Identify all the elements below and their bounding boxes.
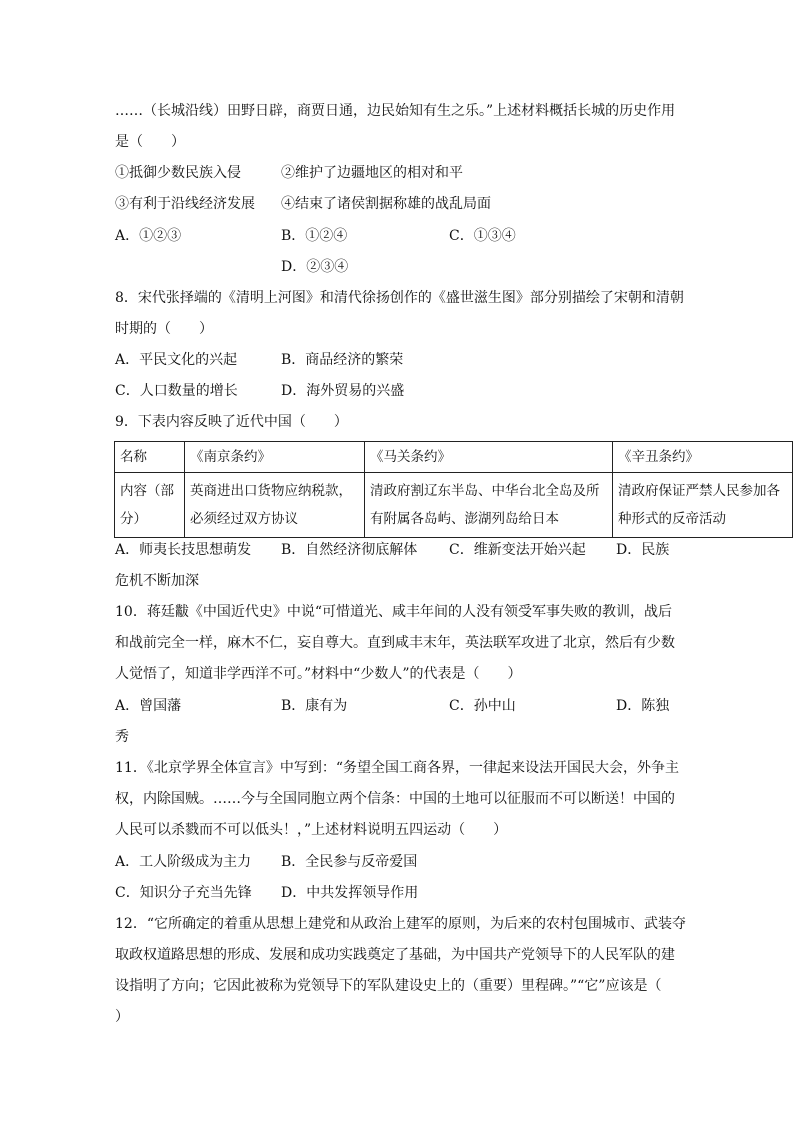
q8-stem-line1: 8．宋代张择端的《清明上河图》和清代徐扬创作的《盛世滋生图》部分别描绘了宋朝和清朝	[115, 290, 684, 306]
q11-option-b[interactable]: B．全民参与反帝爱国	[281, 854, 418, 870]
q7-option-b[interactable]: B．①②④	[281, 228, 348, 244]
q10-option-a[interactable]: A．曾国藩	[115, 698, 182, 714]
q8-option-d[interactable]: D．海外贸易的兴盛	[281, 383, 405, 399]
table-header-cell: 《南京条约》	[185, 442, 365, 473]
q12-stem-line2: 取政权道路思想的形成、发展和成功实践奠定了基础，为中国共产党领导下的人民军队的建	[115, 947, 675, 963]
table-header-cell: 《马关条约》	[365, 442, 613, 473]
q7-item-3: ③有利于沿线经济发展	[115, 196, 255, 212]
table-header-cell: 《辛丑条约》	[613, 442, 793, 473]
q7-item-1: ①抵御少数民族入侵	[115, 165, 241, 181]
q10-option-d-continued: 秀	[115, 729, 129, 745]
q8-option-c[interactable]: C．人口数量的增长	[115, 383, 238, 399]
table-cell-maguan: 清政府割辽东半岛、中华台北全岛及所有附属各岛屿、澎湖列岛给日本	[365, 473, 613, 538]
q11-stem-line2: 权，内除国贼。……今与全国同胞立两个信条：中国的土地可以征服而不可以断送！中国的	[115, 791, 675, 807]
q9-option-c[interactable]: C．维新变法开始兴起	[449, 542, 586, 558]
q10-stem-line3: 人觉悟了，知道非学西洋不可。”材料中“少数人”的代表是（ ）	[115, 666, 522, 682]
q12-stem-line3: 设指明了方向；它因此被称为党领导下的军队建设史上的（重要）里程碑。”“它”应该是（	[115, 978, 662, 994]
q11-stem-line3: 人民可以杀戮而不可以低头！，”上述材料说明五四运动（ ）	[115, 822, 508, 838]
q10-option-c[interactable]: C．孙中山	[449, 698, 516, 714]
q7-item-2: ②维护了边疆地区的相对和平	[281, 165, 463, 181]
table-header-row	[115, 442, 793, 473]
q10-option-b[interactable]: B．康有为	[281, 698, 348, 714]
q11-option-d[interactable]: D．中共发挥领导作用	[281, 885, 419, 901]
q9-option-a[interactable]: A．师夷长技思想萌发	[115, 542, 252, 558]
q10-stem-line1: 10．蒋廷黻《中国近代史》中说“可惜道光、咸丰年间的人没有领受军事失败的教训，战后	[115, 604, 672, 620]
q7-stem-line2: 是（ ）	[115, 134, 185, 150]
q8-option-b[interactable]: B．商品经济的繁荣	[281, 352, 404, 368]
table-row-label: 内容（部分）	[115, 473, 185, 538]
q9-option-d[interactable]: D．民族	[616, 542, 670, 558]
q11-option-c[interactable]: C．知识分子充当先锋	[115, 885, 252, 901]
table-header-cell: 名称	[115, 442, 185, 473]
q9-treaty-table	[114, 441, 793, 538]
q9-option-d-continued: 危机不断加深	[115, 573, 199, 589]
q11-stem-line1: 11．《北京学界全体宣言》中写到：“务望全国工商各界，一律起来设法开国民大会，外争主	[115, 760, 679, 776]
q10-stem-line2: 和战前完全一样，麻木不仁，妄自尊大。直到咸丰末年，英法联军攻进了北京，然后有少数	[115, 635, 675, 651]
q7-item-4: ④结束了诸侯割据称雄的战乱局面	[281, 196, 491, 212]
q7-option-a[interactable]: A．①②③	[115, 228, 182, 244]
q9-stem: 9．下表内容反映了近代中国（ ）	[115, 414, 348, 430]
q10-option-d[interactable]: D．陈独	[616, 698, 670, 714]
table-row	[115, 473, 793, 538]
q12-stem-line4: ）	[115, 1009, 129, 1025]
q11-option-a[interactable]: A．工人阶级成为主力	[115, 854, 252, 870]
table-cell-xinchou: 清政府保证严禁人民参加各种形式的反帝活动	[613, 473, 793, 538]
q7-stem-line1: ……（长城沿线）田野日辟，商贾日通，边民始知有生之乐。”上述材料概括长城的历史作用	[115, 103, 676, 119]
q7-option-c[interactable]: C．①③④	[449, 228, 516, 244]
q9-option-b[interactable]: B．自然经济彻底解体	[281, 542, 418, 558]
q7-option-d[interactable]: D．②③④	[281, 259, 349, 275]
q8-option-a[interactable]: A．平民文化的兴起	[115, 352, 238, 368]
q12-stem-line1: 12．“它所确定的着重从思想上建党和从政治上建军的原则，为后来的农村包围城市、武装夺	[115, 916, 686, 932]
q8-stem-line2: 时期的（ ）	[115, 321, 213, 337]
table-cell-nanjing: 英商进出口货物应纳税款，必须经过双方协议	[185, 473, 365, 538]
